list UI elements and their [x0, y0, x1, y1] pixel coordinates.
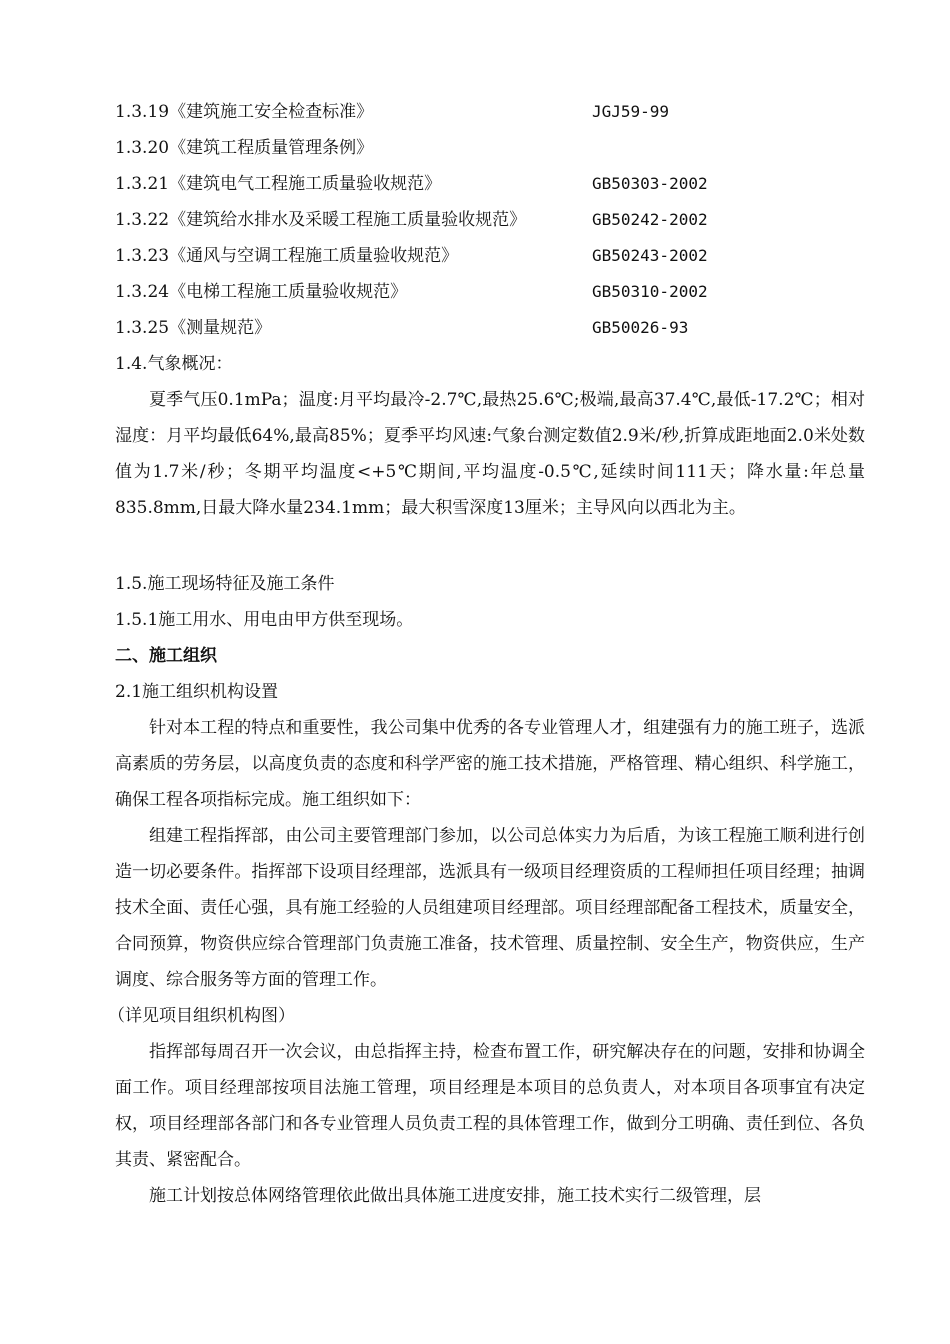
standard-title: 1.3.21《建筑电气工程施工质量验收规范》	[115, 174, 442, 194]
standard-code: GB50310-2002	[592, 282, 708, 301]
standard-code: GB50303-2002	[592, 174, 708, 193]
plan-paragraph: 施工计划按总体网络管理依此做出具体施工进度安排，施工技术实行二级管理，层	[149, 1186, 761, 1206]
section-subheading: 2.1施工组织机构设置	[115, 682, 279, 702]
organization-paragraph: 针对本工程的特点和重要性，我公司集中优秀的各专业管理人才，组建强有力的施工班子，选派高素质的劳务层，以高度负责的态度和科学严密的施工技术措施，严格管理、精心组织、科学施工，确保工程各项指标完成。施工组织如下：	[115, 718, 865, 810]
command-paragraph: 组建工程指挥部，由公司主要管理部门参加，以公司总体实力为后盾，为该工程施工顺利进行创造一切必要条件。指挥部下设项目经理部，选派具有一级项目经理资质的工程师担任项目经理；抽调技术全面、责任心强，具有施工经验的人员组建项目经理部。项目经理部配备工程技术，质量安全，合同预算，物资供应综合管理部门负责施工准备，技术管理、质量控制、安全生产，物资供应，生产调度、综合服务等方面的管理工作。	[115, 826, 865, 990]
section-heading: 二、施工组织	[115, 646, 217, 666]
org-chart-note: （详见项目组织机构图）	[108, 1006, 295, 1026]
standard-title: 1.3.25《测量规范》	[115, 318, 272, 338]
standard-title: 1.3.19《建筑施工安全检查标准》	[115, 102, 374, 122]
standard-code: JGJ59-99	[592, 102, 670, 121]
standard-title: 1.3.20《建筑工程质量管理条例》	[115, 138, 374, 158]
standard-title: 1.3.22《建筑给水排水及采暖工程施工质量验收规范》	[115, 210, 527, 230]
standard-code: GB50243-2002	[592, 246, 708, 265]
meeting-paragraph: 指挥部每周召开一次会议，由总指挥主持，检查布置工作，研究解决存在的问题，安排和协调全面工作。项目经理部按项目法施工管理，项目经理是本项目的总负责人，对本项目各项事宜有决定权，项目经理部各部门和各专业管理人员负责工程的具体管理工作，做到分工明确、责任到位、各负其责、紧密配合。	[115, 1042, 865, 1170]
site-heading: 1.5.施工现场特征及施工条件	[115, 574, 335, 594]
weather-heading: 1.4.气象概况：	[115, 354, 233, 374]
standard-code: GB50242-2002	[592, 210, 708, 229]
weather-paragraph: 夏季气压0.1mPa；温度:月平均最冷-2.7℃,最热25.6℃;极端,最高37.4℃,最低-17.2℃；相对湿度：月平均最低64%,最高85%；夏季平均风速:气象台测定数值2.9米/秒,折算成距地面2.0米处数值为1.7米/秒；冬期平均温度<+5℃期间,平均温度-0.5℃,延续时间111天；降水量:年总量835.8mm,日最大降水量234.1mm；最大积雪深度13厘米；主导风向以西北为主。	[115, 390, 865, 518]
standard-title: 1.3.24《电梯工程施工质量验收规范》	[115, 282, 408, 302]
standard-title: 1.3.23《通风与空调工程施工质量验收规范》	[115, 246, 459, 266]
standard-code: GB50026-93	[592, 318, 689, 337]
site-item: 1.5.1施工用水、用电由甲方供至现场。	[115, 610, 414, 630]
